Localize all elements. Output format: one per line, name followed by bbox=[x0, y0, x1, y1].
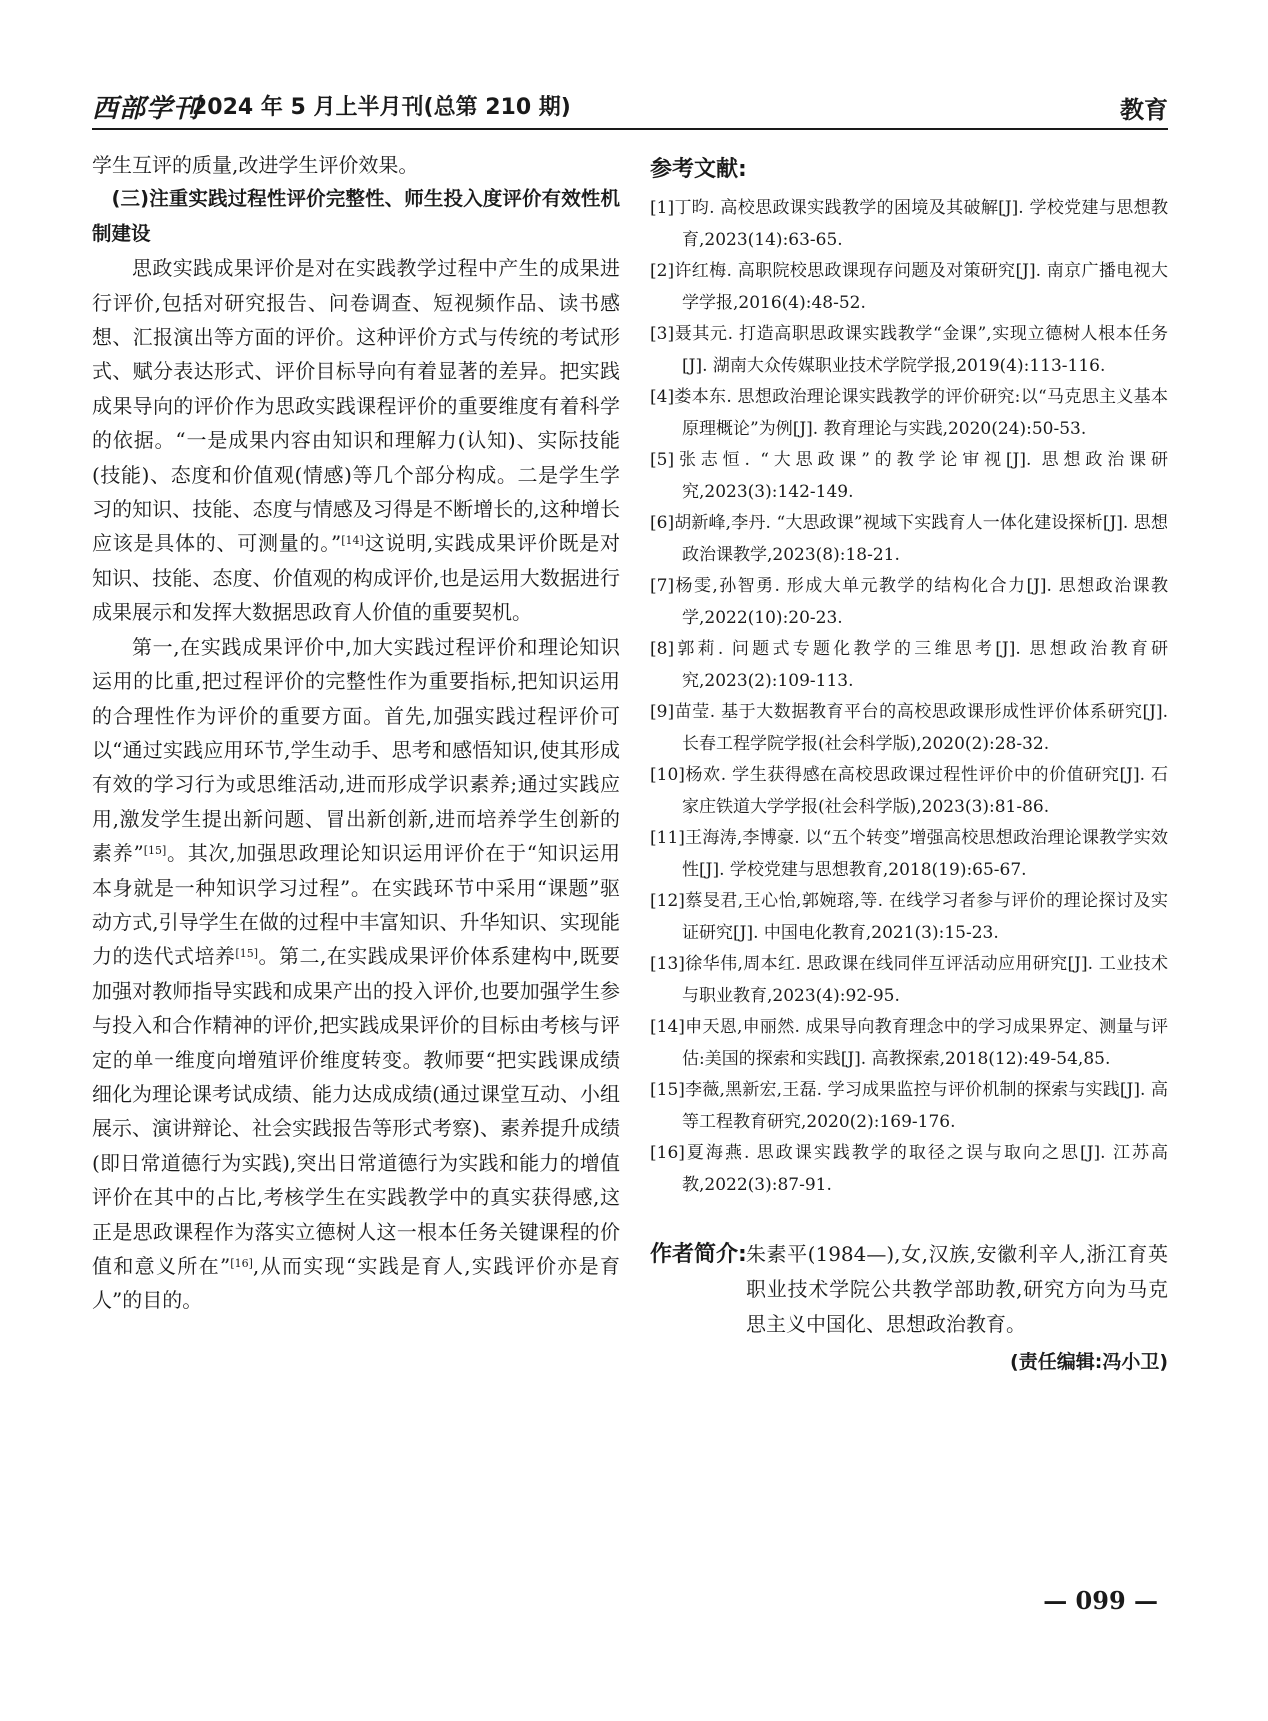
paragraph-text: 。其次,加强思政理论知识运用评价在于“知识运用本身就是一种知识学习过程”。在实践环节中采用“课题”驱动方式,引导学生在做的过程中丰富知识、升华知识、实现能力的迭代式培养 bbox=[92, 841, 620, 969]
paragraph-text: ,从而实现“实践是育人,实践评价亦是育人”的目的。 bbox=[92, 1254, 620, 1313]
paragraph: 学生互评的质量,改进学生评价效果。 bbox=[92, 153, 419, 177]
page-header bbox=[92, 82, 1168, 126]
reference-item: [15]李薇,黑新宏,王磊. 学习成果监控与评价机制的探索与实践[J]. 高等工程教育研究,2020(2):169-176. bbox=[650, 1080, 1168, 1132]
paragraph-text: 思政实践成果评价是对在实践教学过程中产生的成果进行评价,包括对研究报告、问卷调查、短视频作品、读书感想、汇报演出等方面的评价。这种评价方式与传统的考试形式、赋分表达形式、评价目标导向有着显著的差异。把实践成果导向的评价作为思政实践课程评价的重要维度有着科学的依据。“一是成果内容由知识和理解力(认知)、实际技能(技能)、态度和价值观(情感)等几个部分构成。二是学生学习的知识、技能、态度与情感及习得是不断增长的,这种增长应该是具体的、可测量的。” bbox=[92, 256, 620, 556]
reference-item: [2]许红梅. 高职院校思政课现存问题及对策研究[J]. 南京广播电视大学学报,2016(4):48-52. bbox=[650, 261, 1168, 313]
reference-item: [4]娄本东. 思想政治理论课实践教学的评价研究:以“马克思主义基本原理概论”为例[J]. 教育理论与实践,2020(24):50-53. bbox=[650, 387, 1168, 439]
paragraph bbox=[92, 630, 620, 1318]
citation: [14] bbox=[341, 534, 364, 548]
author-bio-text: 朱素平(1984—),女,汉族,安徽利辛人,浙江育英职业技术学院公共教学部助教,研究方向为马克思主义中国化、思想政治教育。 bbox=[746, 1242, 1168, 1336]
journal-logo: 西部学刊 bbox=[92, 94, 201, 124]
paragraph-text: 第一,在实践成果评价中,加大实践过程评价和理论知识运用的比重,把过程评价的完整性作为重要指标,把知识运用的合理性作为评价的重要方面。首先,加强实践过程评价可以“通过实践应用环节,学生动手、思考和感悟知识,使其形成有效的学习行为或思维活动,进而形成学识素养;通过实践应用,激发学生提出新问题、冒出新创新,进而培养学生创新的素养” bbox=[92, 634, 620, 866]
reference-item: [10]杨欢. 学生获得感在高校思政课过程性评价中的价值研究[J]. 石家庄铁道大学学报(社会科学版),2023(3):81-86. bbox=[650, 765, 1168, 817]
reference-item: [5]张志恒. “大思政课”的教学论审视[J]. 思想政治课研究,2023(3):142-149. bbox=[650, 450, 1168, 502]
reference-item: [6]胡新峰,李丹. “大思政课”视域下实践育人一体化建设探析[J]. 思想政治课教学,2023(8):18-21. bbox=[650, 513, 1168, 565]
left-column bbox=[92, 148, 620, 1318]
references-title: 参考文献: bbox=[650, 157, 747, 182]
author-bio bbox=[650, 1237, 1168, 1342]
reference-item: [9]苗莹. 基于大数据教育平台的高校思政课形成性评价体系研究[J]. 长春工程学院学报(社会科学版),2020(2):28-32. bbox=[650, 702, 1168, 754]
issue-info: 2024 年 5 月上半月刊(总第 210 期) bbox=[192, 95, 571, 120]
reference-item: [14]申天恩,申丽然. 成果导向教育理念中的学习成果界定、测量与评估:美国的探索和实践[J]. 高教探索,2018(12):49-54,85. bbox=[650, 1017, 1168, 1069]
reference-item: [1]丁昀. 高校思政课实践教学的困境及其破解[J]. 学校党建与思想教育,2023(14):63-65. bbox=[650, 198, 1168, 250]
reference-item: [7]杨雯,孙智勇. 形成大单元教学的结构化合力[J]. 思想政治课教学,2022(10):20-23. bbox=[650, 576, 1168, 628]
responsible-editor: (责任编辑:冯小卫) bbox=[1010, 1351, 1168, 1373]
reference-item: [11]王海涛,李博豪. 以“五个转变”增强高校思想政治理论课教学实效性[J]. 学校党建与思想教育,2018(19):65-67. bbox=[650, 828, 1168, 880]
reference-item: [8]郭莉. 问题式专题化教学的三维思考[J]. 思想政治教育研究,2023(2):109-113. bbox=[650, 639, 1168, 691]
citation: [15] bbox=[235, 947, 259, 961]
paragraph bbox=[92, 251, 620, 629]
section-name: 教育 bbox=[1120, 96, 1168, 124]
section-subheading: (三)注重实践过程性评价完整性、师生投入度评价有效性机制建设 bbox=[92, 187, 620, 245]
author-bio-label: 作者简介: bbox=[650, 1242, 747, 1267]
paragraph-text: 。第二,在实践成果评价体系建构中,既要加强对教师指导实践和成果产出的投入评价,也要加强学生参与投入和合作精神的评价,把实践成果评价的目标由考核与评定的单一维度向增殖评价维度转变。教师要“把实践课成绩细化为理论课考试成绩、能力达成成绩(通过课堂互动、小组展示、演讲辩论、社会实践报告等形式考察)、素养提升成绩(即日常道德行为实践),突出日常道德行为实践和能力的增值评价在其中的占比,考核学生在实践教学中的真实获得感,这正是思政课程作为落实立德树人这一根本任务关键课程的价值和意义所在” bbox=[92, 944, 621, 1278]
header-rule bbox=[92, 128, 1168, 130]
page-number: — 099 — bbox=[1043, 1586, 1158, 1615]
reference-item: [12]蔡旻君,王心怡,郭婉瑢,等. 在线学习者参与评价的理论探讨及实证研究[J]. 中国电化教育,2021(3):15-23. bbox=[650, 891, 1168, 943]
citation: [16] bbox=[230, 1257, 253, 1270]
right-column bbox=[650, 148, 1168, 1380]
reference-item: [13]徐华伟,周本红. 思政课在线同伴互评活动应用研究[J]. 工业技术与职业教育,2023(4):92-95. bbox=[650, 954, 1168, 1006]
citation: [15] bbox=[143, 844, 167, 858]
reference-item: [16]夏海燕. 思政课实践教学的取径之误与取向之思[J]. 江苏高教,2022(3):87-91. bbox=[650, 1143, 1168, 1195]
reference-list bbox=[650, 193, 1168, 1201]
reference-item: [3]聂其元. 打造高职思政课实践教学“金课”,实现立德树人根本任务[J]. 湖南大众传媒职业技术学院学报,2019(4):113-116. bbox=[650, 324, 1168, 376]
paragraph-text: 这说明,实践成果评价既是对知识、技能、态度、价值观的构成评价,也是运用大数据进行成果展示和发挥大数据思政育人价值的重要契机。 bbox=[92, 531, 620, 625]
